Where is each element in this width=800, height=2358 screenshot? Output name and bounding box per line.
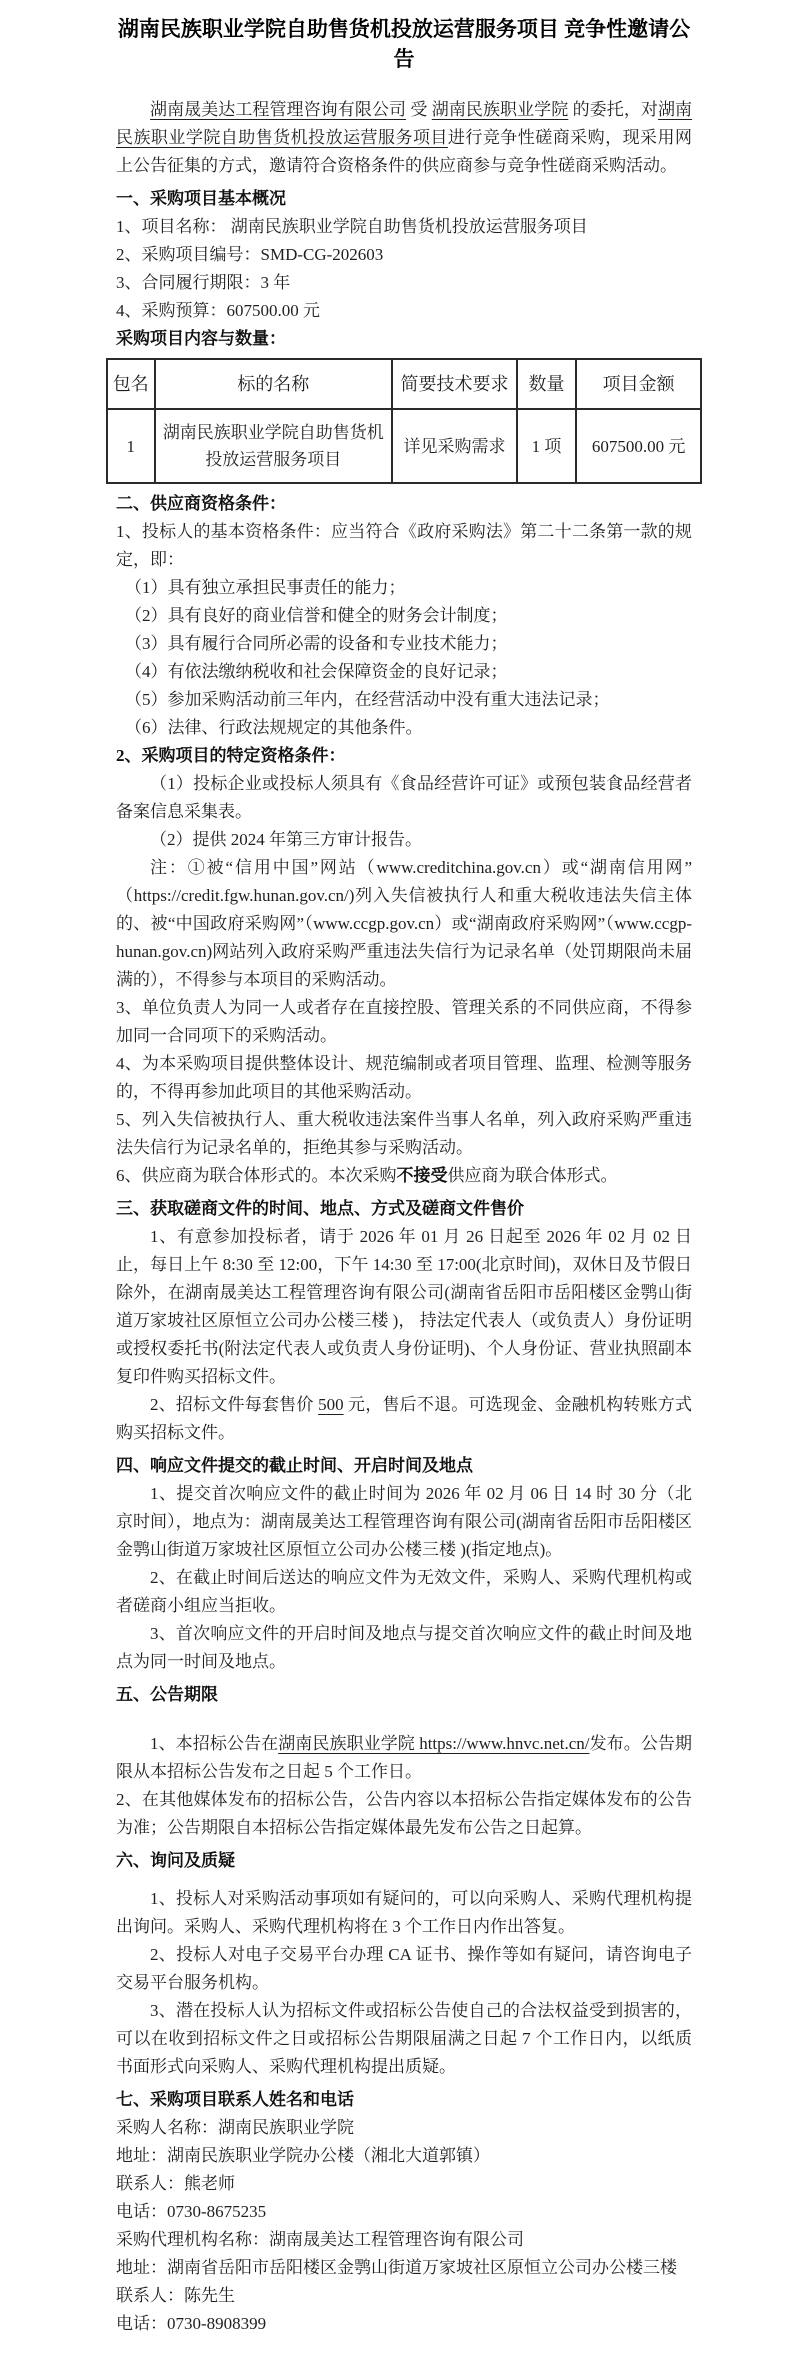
basic-condition-4: （4）有依法缴纳税收和社会保障资金的良好记录； (125, 662, 508, 681)
intro-paragraph (116, 96, 692, 180)
purchaser-address-line: 地址：湖南民族职业学院办公楼（湘北大道郭镇） (116, 2146, 490, 2165)
section-2-heading: 二、供应商资格条件： (116, 494, 286, 513)
project-number-line: 2、采购项目编号：SMD-CG-202603 (116, 245, 384, 264)
col-header-amount: 项目金额 (576, 359, 701, 409)
opening-time-line: 3、首次响应文件的开启时间及地点与提交首次响应文件的截止时间及地点为同一时间及地点。 (116, 1624, 692, 1671)
cell-amount: 607500.00 元 (576, 409, 701, 483)
budget-line: 4、采购预算：607500.00 元 (116, 301, 320, 320)
basic-condition-5: （5）参加采购活动前三年内，在经营活动中没有重大违法记录； (125, 690, 610, 709)
agency-name: 湖南晟美达工程管理咨询有限公司 (150, 100, 407, 119)
agency-phone-line: 电话：0730-8908399 (116, 2314, 267, 2333)
document-price-line (116, 1391, 692, 1447)
inquiry-line-2: 2、投标人对电子交易平台办理 CA 证书、操作等如有疑问，请咨询电子交易平台服务机构。 (116, 1945, 692, 1992)
agency-contact-line: 联系人：陈先生 (116, 2286, 235, 2305)
media-pre: 1、本招标公告在 (150, 1734, 279, 1753)
rule-6-post: 供应商为联合体形式。 (447, 1166, 618, 1185)
section-5-heading: 五、公告期限 (116, 1685, 218, 1704)
supplier-rule-6 (116, 1162, 692, 1190)
inquiry-line-1: 1、投标人对采购活动事项如有疑问的，可以向采购人、采购代理机构提出询问。采购人、采购代理机构将在 3 个工作日内作出答复。 (116, 1889, 692, 1936)
purchaser-phone-line: 电话：0730-8675235 (116, 2202, 267, 2221)
announcement-link[interactable]: 湖南民族职业学院 https://www.hnvc.net.cn/ (278, 1734, 590, 1753)
purchaser-name: 湖南民族职业学院 (431, 100, 569, 119)
agency-address-line: 地址：湖南省岳阳市岳阳楼区金鹗山街道万家坡社区原恒立公司办公楼三楼 (116, 2258, 677, 2277)
intro-rest: 进行竞争性磋商采购，现采用网上公告征集的方式，邀请符合资格条件的供应商参与竞争性磋商采购活动。 (116, 128, 692, 175)
cell-quantity: 1 项 (517, 409, 576, 483)
col-header-tech-req: 简要技术要求 (392, 359, 517, 409)
intro-entrust-word: 受 (406, 100, 432, 119)
document-price: 500 (318, 1395, 344, 1414)
page-title: 湖南民族职业学院自助售货机投放运营服务项目 竞争性邀请公告 (117, 17, 691, 71)
supplier-rule-3: 3、单位负责人为同一人或者存在直接控股、管理关系的不同供应商，不得参加同一合同项下的采购活动。 (116, 998, 692, 1045)
purchaser-name-line: 采购人名称：湖南民族职业学院 (116, 2118, 354, 2137)
col-header-quantity: 数量 (517, 359, 576, 409)
document-obtain-info: 1、有意参加投标者，请于 2026 年 01 月 26 日起至 2026 年 02 月 02 日止，每日上午 8:30 至 12:00，下午 14:30 至 17:00(北京时间)，双休日及节假日除外，在湖南晟美达工程管理咨询有限公司(湖南省岳阳市岳阳楼区金鹗山街道万家坡社区原恒立公司办公楼三楼 )， 持法定代表人（或负责人）身份证明或授权委托书(附法定代表人或负责人身份证明)、个人身份证、营业执照副本复印件购买招标文件。 (116, 1227, 692, 1386)
basic-condition-3: （3）具有履行合同所必需的设备和专业技术能力； (125, 634, 508, 653)
table-row (107, 409, 701, 483)
purchaser-contact-line: 联系人：熊老师 (116, 2174, 235, 2193)
rule-6-pre: 6、供应商为联合体形式的。本次采购 (116, 1166, 397, 1185)
supplier-rule-5: 5、列入失信被执行人、重大税收违法案件当事人名单，列入政府采购严重违法失信行为记录名单的，拒绝其参与采购活动。 (116, 1110, 692, 1157)
intro-entrust-tail: 的委托，对 (568, 100, 658, 119)
agency-name-line: 采购代理机构名称：湖南晟美达工程管理咨询有限公司 (116, 2230, 524, 2249)
section-4-heading: 四、响应文件提交的截止时间、开启时间及地点 (116, 1456, 473, 1475)
contract-term-line: 3、合同履行期限：3 年 (116, 273, 291, 292)
submission-deadline-line: 1、提交首次响应文件的截止时间为 2026 年 02 月 06 日 14 时 30 分（北京时间），地点为：湖南晟美达工程管理咨询有限公司(湖南省岳阳市岳阳楼区金鹗山街道万家坡社区原恒立公司办公楼三楼 )(指定地点)。 (116, 1484, 692, 1559)
media-post: 发布。公告期限从本招标公告发布之日起 5 个工作日。 (116, 1734, 693, 1781)
project-name: 湖南民族职业学院自助售货机投放运营服务项目 (116, 100, 693, 147)
inquiry-line-3: 3、潜在投标人认为招标文件或招标公告使自己的合法权益受到损害的，可以在收到招标文件之日或招标公告期限届满之日起 7 个工作日内，以纸质书面形式向采购人、采购代理机构提出质疑。 (116, 2001, 692, 2076)
specific-condition-1: （1）投标企业或投标人须具有《食品经营许可证》或预包装食品经营者备案信息采集表。 (116, 774, 692, 821)
price-pre: 2、招标文件每套售价 (150, 1395, 319, 1414)
basic-qualification-intro: 1、投标人的基本资格条件：应当符合《政府采购法》第二十二条第一款的规定，即： (116, 522, 692, 569)
section-6-heading: 六、询问及质疑 (116, 1851, 235, 1870)
late-submission-line: 2、在截止时间后送达的响应文件为无效文件，采购人、采购代理机构或者磋商小组应当拒收。 (116, 1568, 692, 1615)
rule-6-emphasis: 不接受 (396, 1166, 448, 1185)
other-media-line: 2、在其他媒体发布的招标公告，公告内容以本招标公告指定媒体发布的公告为准；公告期限自本招标公告指定媒体最先发布公告之日起算。 (116, 1790, 692, 1837)
basic-condition-2: （2）具有良好的商业信誉和健全的财务会计制度； (125, 606, 508, 625)
lot-table-wrapper (106, 358, 702, 484)
table-caption: 采购项目内容与数量： (116, 329, 286, 348)
cell-tech-req: 详见采购需求 (392, 409, 517, 483)
section-1-heading: 一、采购项目基本概况 (116, 189, 286, 208)
lot-table (106, 358, 702, 484)
supplier-rule-4: 4、为本采购项目提供整体设计、规范编制或者项目管理、监理、检测等服务的，不得再参加此项目的其他采购活动。 (116, 1054, 692, 1101)
price-post: 元，售后不退。可选现金、金融机构转账方式购买招标文件。 (116, 1395, 693, 1442)
section-3-heading: 三、获取磋商文件的时间、地点、方式及磋商文件售价 (116, 1199, 524, 1218)
col-header-package: 包名 (107, 359, 155, 409)
cell-subject-name: 湖南民族职业学院自助售货机投放运营服务项目 (155, 409, 393, 483)
basic-condition-1: （1）具有独立承担民事责任的能力； (125, 578, 406, 597)
basic-condition-6: （6）法律、行政法规规定的其他条件。 (125, 718, 423, 737)
section-7-heading: 七、采购项目联系人姓名和电话 (116, 2090, 354, 2109)
announcement-media-line (116, 1730, 692, 1786)
cell-package-no: 1 (107, 409, 155, 483)
credit-note: 注：①被“信用中国”网站（www.creditchina.gov.cn）或“湖南信用网”（https://credit.fgw.hunan.gov.cn/)列入失信被执行人和重大税收违法失信主体的、被“中国政府采购网”（www.ccgp.gov.cn）或“湖南政府采购网”（www.ccgp-hunan.gov.cn)网站列入政府采购严重违法失信行为记录名单（处罚期限尚未届满的），不得参与本项目的采购活动。 (116, 858, 692, 989)
specific-qualification-heading: 2、采购项目的特定资格条件： (116, 746, 346, 765)
col-header-subject: 标的名称 (155, 359, 393, 409)
project-name-line: 1、项目名称： 湖南民族职业学院自助售货机投放运营服务项目 (116, 217, 588, 236)
specific-condition-2: （2）提供 2024 年第三方审计报告。 (150, 830, 422, 849)
table-header-row (107, 359, 701, 409)
